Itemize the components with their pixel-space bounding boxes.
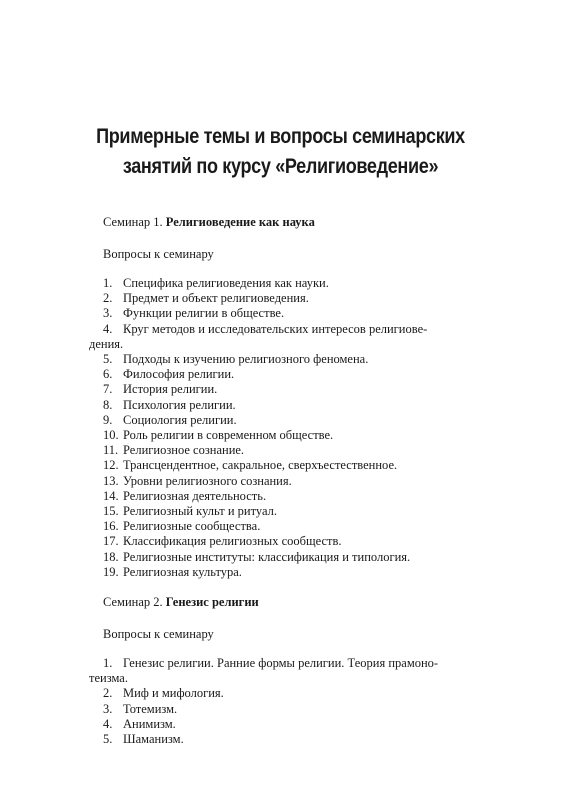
title-line-2: занятий по курсу «Религиоведение» xyxy=(122,155,439,178)
list-item xyxy=(103,352,508,367)
item-text: Религиозная деятельность. xyxy=(123,488,267,503)
list-item xyxy=(103,474,508,489)
list-item xyxy=(103,504,508,519)
item-number: 3. xyxy=(103,701,113,716)
list-item xyxy=(103,306,508,321)
item-text: Религиозные сообщества. xyxy=(123,519,261,534)
list-item xyxy=(103,276,508,291)
item-text: Предмет и объект религиоведения. xyxy=(123,291,309,306)
item-text: Религиозные институты: классификация и типология. xyxy=(123,549,411,564)
item-text: Миф и мифология. xyxy=(123,686,224,701)
item-number: 4. xyxy=(103,716,113,731)
item-text: Роль религии в современном обществе. xyxy=(123,428,334,443)
list-item xyxy=(103,489,508,504)
seminar-2-name: Генезис религии xyxy=(165,595,259,610)
item-text-continuation: теизма. xyxy=(89,671,128,686)
item-number: 5. xyxy=(103,732,113,747)
item-text: Генезис религии. Ранние формы религии. Теория прамоно- xyxy=(123,656,439,671)
list-item xyxy=(103,732,508,747)
list-item xyxy=(103,458,508,473)
seminar-2-questions-label: Вопросы к семинару xyxy=(103,627,214,642)
seminar-2-heading xyxy=(103,594,508,610)
content xyxy=(89,214,508,747)
list-item xyxy=(103,550,508,565)
seminar-1-name: Религиоведение как наука xyxy=(165,215,315,229)
item-text: Тотемизм. xyxy=(123,701,178,716)
item-number: 3. xyxy=(103,306,113,321)
item-number: 2. xyxy=(103,291,113,306)
list-item xyxy=(103,565,508,580)
title-line-1: Примерные темы и вопросы семинарских xyxy=(96,125,465,148)
list-item xyxy=(103,534,508,549)
item-number: 8. xyxy=(103,397,113,412)
list-item xyxy=(103,717,508,732)
item-text: Круг методов и исследовательских интересов религиове- xyxy=(123,321,428,336)
list-item xyxy=(103,443,508,458)
seminar-2-question-list xyxy=(89,656,508,747)
item-text: Психология религии. xyxy=(123,397,236,412)
item-text: Религиозное сознание. xyxy=(123,443,245,458)
list-item xyxy=(89,656,508,686)
item-number: 14. xyxy=(103,488,119,503)
item-number: 1. xyxy=(103,656,113,671)
list-item xyxy=(103,367,508,382)
item-text: Социология религии. xyxy=(123,412,237,427)
item-number: 16. xyxy=(103,519,119,534)
item-text: Анимизм. xyxy=(123,716,176,731)
item-number: 17. xyxy=(103,534,119,549)
item-text: Религиозный культ и ритуал. xyxy=(123,504,277,519)
item-number: 18. xyxy=(103,549,119,564)
item-number: 19. xyxy=(103,564,119,579)
item-text: Трансцендентное, сакральное, сверхъестественное. xyxy=(123,458,398,473)
item-number: 4. xyxy=(103,321,113,336)
list-item xyxy=(103,428,508,443)
item-number: 2. xyxy=(103,686,113,701)
item-number: 5. xyxy=(103,352,113,367)
list-item xyxy=(103,702,508,717)
list-item xyxy=(89,321,508,352)
item-text: Религиозная культура. xyxy=(123,564,242,579)
item-text: Философия религии. xyxy=(123,367,235,382)
page-title xyxy=(39,122,521,182)
item-number: 13. xyxy=(103,473,119,488)
item-number: 15. xyxy=(103,504,119,519)
item-number: 7. xyxy=(103,382,113,397)
seminar-1-questions-label: Вопросы к семинару xyxy=(103,247,214,261)
list-item xyxy=(103,382,508,397)
list-item xyxy=(103,413,508,428)
item-text: Уровни религиозного сознания. xyxy=(123,473,292,488)
list-item xyxy=(103,398,508,413)
seminar-1-heading xyxy=(103,214,508,230)
list-item xyxy=(103,291,508,306)
list-item xyxy=(103,519,508,534)
item-number: 12. xyxy=(103,458,119,473)
item-text: Шаманизм. xyxy=(123,732,184,747)
seminar-1-question-list xyxy=(89,276,508,580)
item-text: Подходы к изучению религиозного феномена. xyxy=(123,352,369,367)
seminar-2-prefix: Семинар 2. xyxy=(103,595,163,610)
item-text: История религии. xyxy=(123,382,218,397)
item-text-continuation: дения. xyxy=(89,336,124,351)
seminar-1-prefix: Семинар 1. xyxy=(103,215,163,229)
item-number: 11. xyxy=(103,443,119,458)
item-text: Функции религии в обществе. xyxy=(123,306,285,321)
item-text: Классификация религиозных сообществ. xyxy=(123,534,342,549)
item-text: Специфика религиоведения как науки. xyxy=(123,276,329,290)
item-number: 6. xyxy=(103,367,113,382)
item-number: 1. xyxy=(103,276,113,290)
item-number: 10. xyxy=(103,428,119,443)
item-number: 9. xyxy=(103,412,113,427)
list-item xyxy=(103,686,508,701)
